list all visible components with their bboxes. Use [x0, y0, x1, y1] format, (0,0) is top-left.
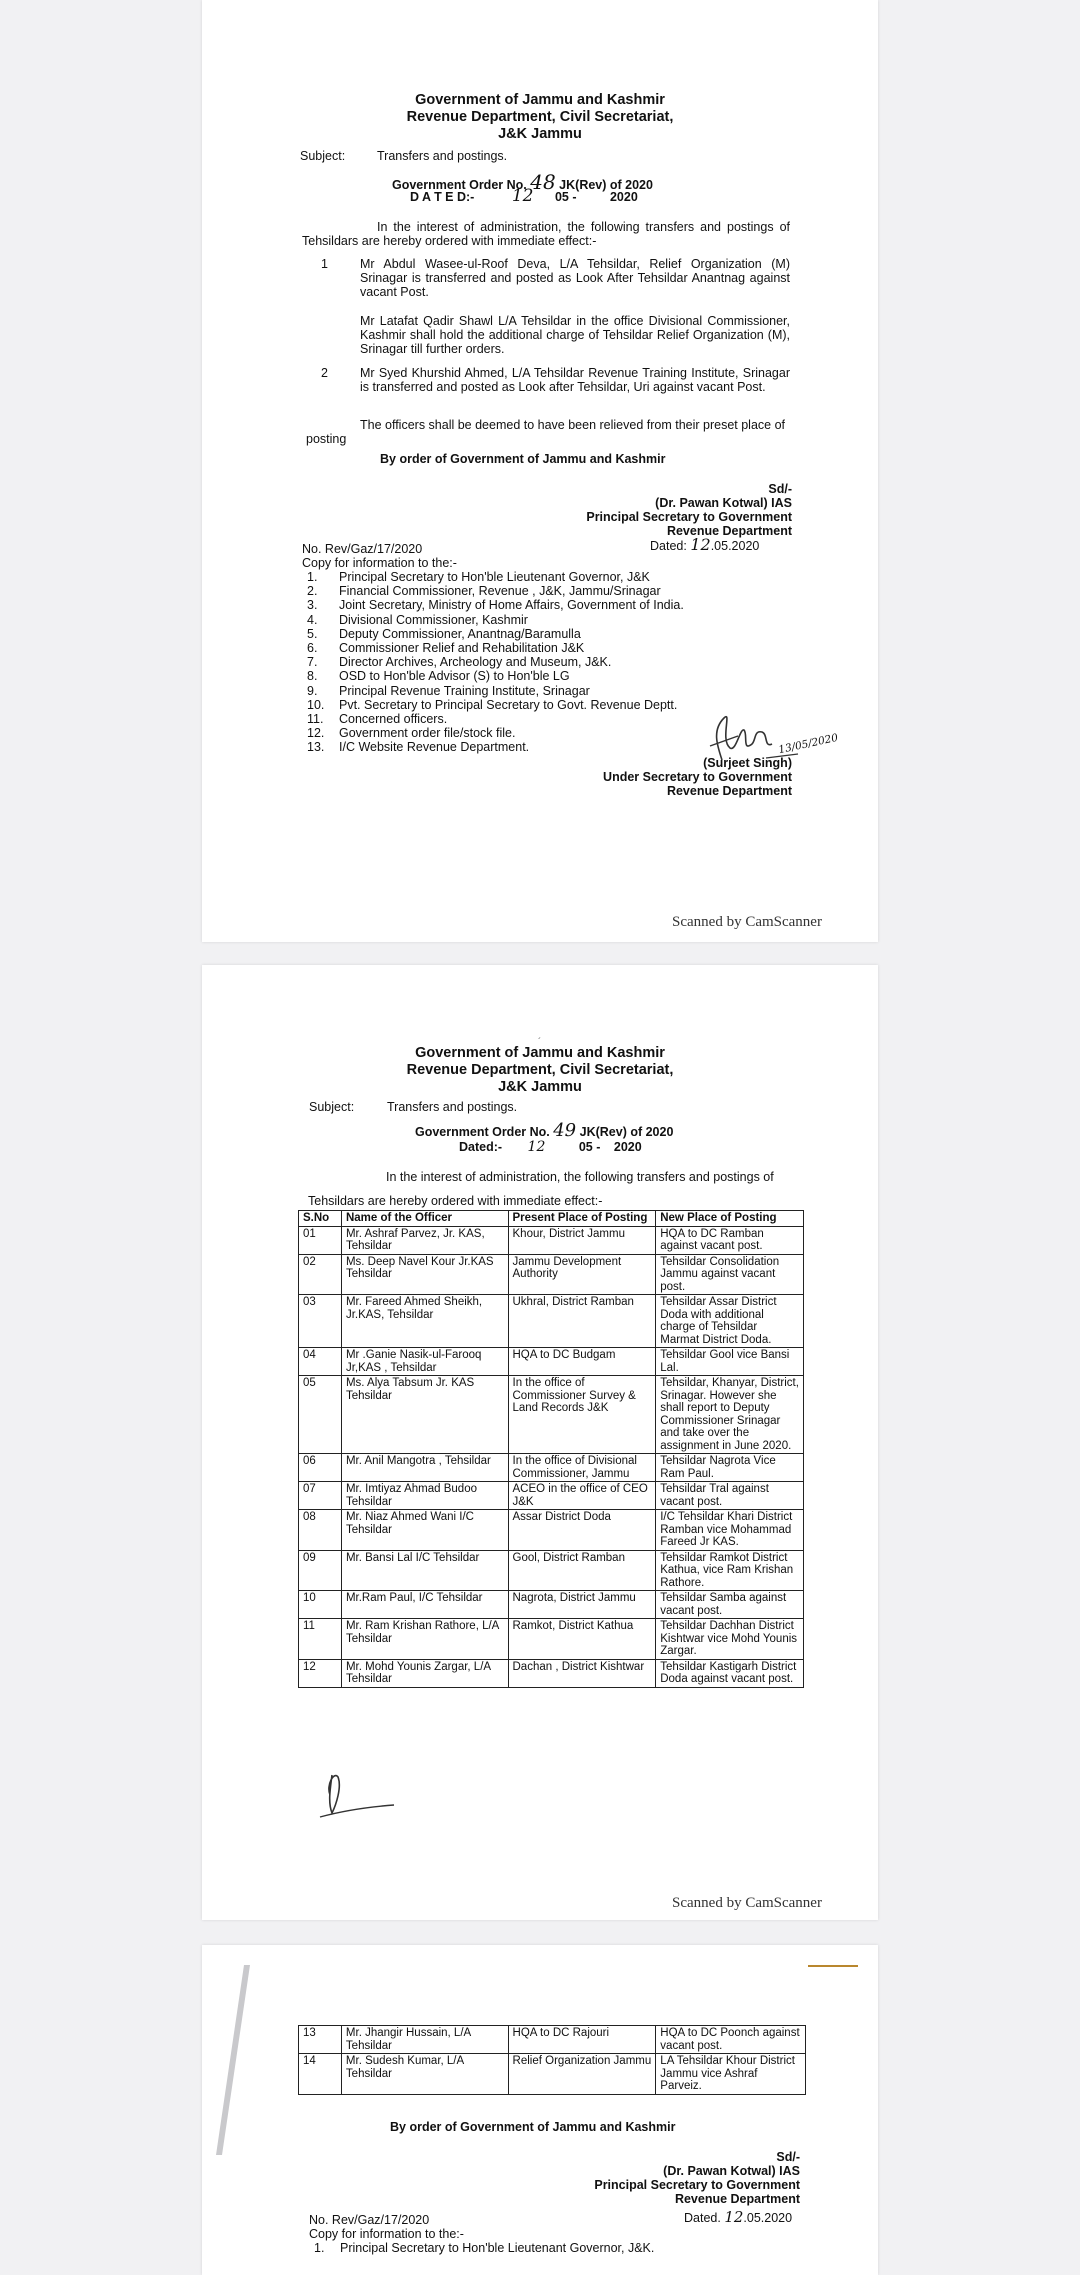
table-cell: HQA to DC Ramban against vacant post. — [656, 1226, 804, 1254]
table-cell: Tehsildar Tral against vacant post. — [656, 1482, 804, 1510]
table-row — [299, 1454, 804, 1482]
table-cell: Ramkot, District Kathua — [508, 1619, 656, 1660]
order-number: 48 — [530, 170, 556, 194]
table-row — [299, 1591, 804, 1619]
ref-dated-rest: .05.2020 — [710, 539, 760, 553]
subject-label: Subject: — [309, 1100, 355, 1114]
copy-item: 13. I/C Website Revenue Department. — [307, 740, 530, 755]
handwritten-date: 13/05/2020 — [777, 731, 840, 757]
column-header: New Place of Posting — [656, 1211, 804, 1227]
order-dated-line — [459, 1140, 642, 1154]
intro-paragraph: In the interest of administration, the following transfers and postings of Tehsildars are hereby ordered with immediate effect:- — [308, 1170, 774, 1208]
table-cell: Dachan , District Kishtwar — [508, 1659, 656, 1687]
handwritten-initials — [312, 1765, 402, 1825]
column-header: S.No — [299, 1211, 342, 1227]
page-edge-shadow — [202, 1965, 262, 2165]
table-cell: Mr. Imtiyaz Ahmad Budoo Tehsildar — [341, 1482, 508, 1510]
signatory-line: (Dr. Pawan Kotwal) IAS — [663, 2164, 800, 2178]
table-cell: HQA to DC Poonch against vacant post. — [656, 2026, 806, 2054]
copy-item: 2. Financial Commissioner, Revenue , J&K, Jammu/Srinagar — [307, 584, 661, 599]
table-cell: Khour, District Jammu — [508, 1226, 656, 1254]
ref-dated-label: Dated: — [650, 539, 687, 553]
table-row — [299, 1659, 804, 1687]
header-line: J&K Jammu — [498, 1079, 582, 1095]
transfers-table-continued — [298, 2025, 806, 2095]
order-suffix: JK(Rev) of 2020 — [559, 178, 653, 192]
table-row — [299, 1550, 804, 1591]
table-cell: 05 — [299, 1376, 342, 1454]
copy-item: 12. Government order file/stock file. — [307, 726, 516, 741]
reference-date — [650, 535, 760, 554]
table-cell: 03 — [299, 1295, 342, 1348]
order-label: Government Order No. — [415, 1125, 550, 1139]
order-number-line — [415, 1120, 674, 1141]
reference-number: No. Rev/Gaz/17/2020 — [309, 2213, 430, 2227]
signatory-line: Principal Secretary to Government — [594, 2178, 800, 2192]
order-number: 49 — [553, 1120, 577, 1141]
order-dated-line — [410, 186, 638, 206]
table-cell: Mr. Sudesh Kumar, L/A Tehsildar — [341, 2054, 508, 2095]
dated-day: 12 — [511, 186, 534, 206]
table-cell: 09 — [299, 1550, 342, 1591]
table-row — [299, 1295, 804, 1348]
dated-month: 05 - — [578, 1140, 601, 1154]
copy-intro: Copy for information to the:- — [309, 2227, 464, 2241]
signatory-line: Sd/- — [768, 482, 792, 496]
table-row — [299, 2026, 806, 2054]
order-item: Mr Latafat Qadir Shawl L/A Tehsildar in the office Divisional Commissioner, Kashmir shall hold the additional charge of Tehsildar Relief Organization (M), Srinagar till further orders. — [360, 314, 790, 356]
table-cell: Tehsildar Samba against vacant post. — [656, 1591, 804, 1619]
table-cell: 14 — [299, 2054, 342, 2095]
document-page-2 — [202, 965, 878, 1920]
table-cell: 04 — [299, 1348, 342, 1376]
order-header — [202, 1045, 878, 1096]
header-line: Government of Jammu and Kashmir — [415, 1045, 665, 1061]
document-page-3 — [202, 1945, 878, 2275]
order-header — [202, 92, 878, 143]
transfers-table — [298, 1210, 804, 1688]
dated-label: D A T E D:- — [410, 190, 475, 204]
table-cell: Nagrota, District Jammu — [508, 1591, 656, 1619]
table-cell: Mr. Ashraf Parvez, Jr. KAS, Tehsildar — [341, 1226, 508, 1254]
document-page-1 — [202, 0, 878, 942]
copy-item: 6. Commissioner Relief and Rehabilitation J&K — [307, 641, 585, 656]
table-cell: Mr. Anil Mangotra , Tehsildar — [341, 1454, 508, 1482]
table-cell: Tehsildar Nagrota Vice Ram Paul. — [656, 1454, 804, 1482]
table-cell: HQA to DC Budgam — [508, 1348, 656, 1376]
reference-date — [684, 2210, 792, 2225]
scan-mark-icon: ´ — [538, 1037, 542, 1048]
subject-label: Subject: — [300, 149, 346, 163]
copy-item: 3. Joint Secretary, Ministry of Home Affairs, Government of India. — [307, 598, 684, 613]
dated-label: Dated:- — [459, 1140, 503, 1154]
table-row — [299, 1482, 804, 1510]
signatory-line: Under Secretary to Government — [603, 770, 792, 784]
table-cell: Ms. Alya Tabsum Jr. KAS Tehsildar — [341, 1376, 508, 1454]
copy-item: 11. Concerned officers. — [307, 712, 448, 727]
order-label: Government Order No. — [392, 178, 527, 192]
table-cell: Tehsildar Ramkot District Kathua, vice Ram Krishan Rathore. — [656, 1550, 804, 1591]
table-row — [299, 1510, 804, 1551]
table-cell: 11 — [299, 1619, 342, 1660]
table-cell: Mr. Fareed Ahmed Sheikh, Jr.KAS, Tehsildar — [341, 1295, 508, 1348]
subject-text: Transfers and postings. — [387, 1100, 518, 1114]
table-cell: 13 — [299, 2026, 342, 2054]
signatory-line: (Dr. Pawan Kotwal) IAS — [655, 496, 792, 510]
intro-paragraph: In the interest of administration, the following transfers and postings of Tehsildars are hereby ordered with immediate effect:- — [302, 220, 790, 248]
signatory-block — [502, 482, 792, 538]
table-row — [299, 1619, 804, 1660]
column-header: Present Place of Posting — [508, 1211, 656, 1227]
table-cell: HQA to DC Rajouri — [508, 2026, 656, 2054]
page-edge-mark — [808, 1965, 858, 1967]
signatory-line: Revenue Department — [666, 784, 792, 798]
table-cell: Mr. Niaz Ahmed Wani I/C Tehsildar — [341, 1510, 508, 1551]
table-cell: 02 — [299, 1254, 342, 1295]
dated-month: 05 - — [554, 190, 577, 204]
by-order-line: By order of Government of Jammu and Kashmir — [390, 2120, 676, 2134]
table-cell: Mr. Jhangir Hussain, L/A Tehsildar — [341, 2026, 508, 2054]
table-cell: Jammu Development Authority — [508, 1254, 656, 1295]
scanner-watermark: Scanned by CamScanner — [672, 914, 822, 930]
copy-item: 1. Principal Secretary to Hon'ble Lieutenant Governor, J&K — [307, 570, 650, 584]
table-cell: Ms. Deep Navel Kour Jr.KAS Tehsildar — [341, 1254, 508, 1295]
table-cell: 07 — [299, 1482, 342, 1510]
table-cell: I/C Tehsildar Khari District Ramban vice Mohammad Fareed Jr KAS. — [656, 1510, 804, 1551]
table-cell: Tehsildar Kastigarh District Doda against vacant post. — [656, 1659, 804, 1687]
copy-list — [307, 570, 684, 755]
signatory-line: (Surjeet Singh) — [703, 756, 792, 770]
by-order-line: By order of Government of Jammu and Kashmir — [380, 452, 666, 466]
column-header: Name of the Officer — [341, 1211, 508, 1227]
table-cell: Tehsildar Dachhan District Kishtwar vice Mohd Younis Zargar. — [656, 1619, 804, 1660]
table-cell: 12 — [299, 1659, 342, 1687]
table-cell: Mr. Bansi Lal I/C Tehsildar — [341, 1550, 508, 1591]
ref-dated-day: 12 — [724, 2208, 744, 2226]
table-row — [299, 2054, 806, 2095]
signatory-block — [502, 2150, 800, 2206]
table-cell: Mr .Ganie Nasik-ul-Farooq Jr,KAS , Tehsildar — [341, 1348, 508, 1376]
table-cell: Tehsildar, Khanyar, District, Srinagar. However she shall report to Deputy Commissioner Srinagar and take over the assignment in June 2020. — [656, 1376, 804, 1454]
copy-item: 7. Director Archives, Archeology and Museum, J&K. — [307, 655, 612, 670]
table-header-row — [299, 1211, 804, 1227]
subject-text: Transfers and postings. — [377, 149, 508, 163]
table-cell: ACEO in the office of CEO J&K — [508, 1482, 656, 1510]
table-cell: Ukhral, District Ramban — [508, 1295, 656, 1348]
ref-dated-rest: .05.2020 — [743, 2211, 793, 2225]
ref-dated-day: 12 — [690, 535, 711, 554]
order-item: Mr Abdul Wasee-ul-Roof Deva, L/A Tehsildar, Relief Organization (M) Srinagar is transferred and posted as Look After Tehsildar Anantnag against vacant Post. — [360, 257, 790, 299]
dated-day: 12 — [527, 1139, 546, 1155]
signatory-line: Revenue Department — [674, 2192, 800, 2206]
table-cell: 01 — [299, 1226, 342, 1254]
copy-item: 5. Deputy Commissioner, Anantnag/Baramulla — [307, 626, 581, 641]
table-row — [299, 1226, 804, 1254]
table-cell: Relief Organization Jammu — [508, 2054, 656, 2095]
copy-item: 10. Pvt. Secretary to Principal Secretary to Govt. Revenue Deptt. — [307, 697, 678, 712]
table-cell: Tehsildar Consolidation Jammu against vacant post. — [656, 1254, 804, 1295]
signatory-line: Principal Secretary to Government — [586, 510, 792, 524]
header-line: Revenue Department, Civil Secretariat, — [406, 109, 674, 125]
table-cell: LA Tehsildar Khour District Jammu vice Ashraf Parveiz. — [656, 2054, 806, 2095]
table-row — [299, 1376, 804, 1454]
table-row — [299, 1348, 804, 1376]
dated-year: 2020 — [613, 1140, 642, 1154]
table-cell: 08 — [299, 1510, 342, 1551]
table-cell: In the office of Commissioner Survey & Land Records J&K — [508, 1376, 656, 1454]
under-secretary-block — [502, 756, 792, 798]
header-line: Government of Jammu and Kashmir — [415, 92, 665, 108]
ref-dated-label: Dated. — [684, 2211, 721, 2225]
table-cell: Tehsildar Gool vice Bansi Lal. — [656, 1348, 804, 1376]
table-cell: Mr. Ram Krishan Rathore, L/A Tehsildar — [341, 1619, 508, 1660]
signatory-line: Revenue Department — [666, 524, 792, 538]
table-cell: In the office of Divisional Commissioner, Jammu — [508, 1454, 656, 1482]
order-suffix: JK(Rev) of 2020 — [579, 1125, 674, 1139]
copy-intro: Copy for information to the:- — [302, 556, 457, 570]
dated-year: 2020 — [609, 190, 638, 204]
item-number: 2 — [321, 366, 328, 380]
relieved-paragraph: The officers shall be deemed to have been relieved from their preset place of posting — [306, 418, 786, 446]
item-number: 1 — [321, 257, 328, 271]
table-cell: Mr. Mohd Younis Zargar, L/A Tehsildar — [341, 1659, 508, 1687]
copy-item: 4. Divisional Commissioner, Kashmir — [307, 612, 528, 627]
table-cell: Mr.Ram Paul, I/C Tehsildar — [341, 1591, 508, 1619]
table-cell: Gool, District Ramban — [508, 1550, 656, 1591]
copy-item: 1. Principal Secretary to Hon'ble Lieutenant Governor, J&K. — [314, 2241, 655, 2255]
copy-item: 8. OSD to Hon'ble Advisor (S) to Hon'ble LG — [307, 669, 570, 684]
copy-item: 9. Principal Revenue Training Institute, Srinagar — [307, 683, 590, 698]
header-line: J&K Jammu — [498, 126, 582, 142]
scanner-watermark: Scanned by CamScanner — [672, 1895, 822, 1911]
reference-number: No. Rev/Gaz/17/2020 — [302, 542, 423, 556]
signatory-line: Sd/- — [776, 2150, 800, 2164]
order-item: Mr Syed Khurshid Ahmed, L/A Tehsildar Revenue Training Institute, Srinagar is transferred and posted as Look after Tehsildar, Uri against vacant Post. — [360, 366, 790, 394]
table-cell: Assar District Doda — [508, 1510, 656, 1551]
header-line: Revenue Department, Civil Secretariat, — [406, 1062, 674, 1078]
table-row — [299, 1254, 804, 1295]
table-cell: 06 — [299, 1454, 342, 1482]
table-cell: Tehsildar Assar District Doda with additional charge of Tehsildar Marmat District Doda. — [656, 1295, 804, 1348]
table-cell: 10 — [299, 1591, 342, 1619]
